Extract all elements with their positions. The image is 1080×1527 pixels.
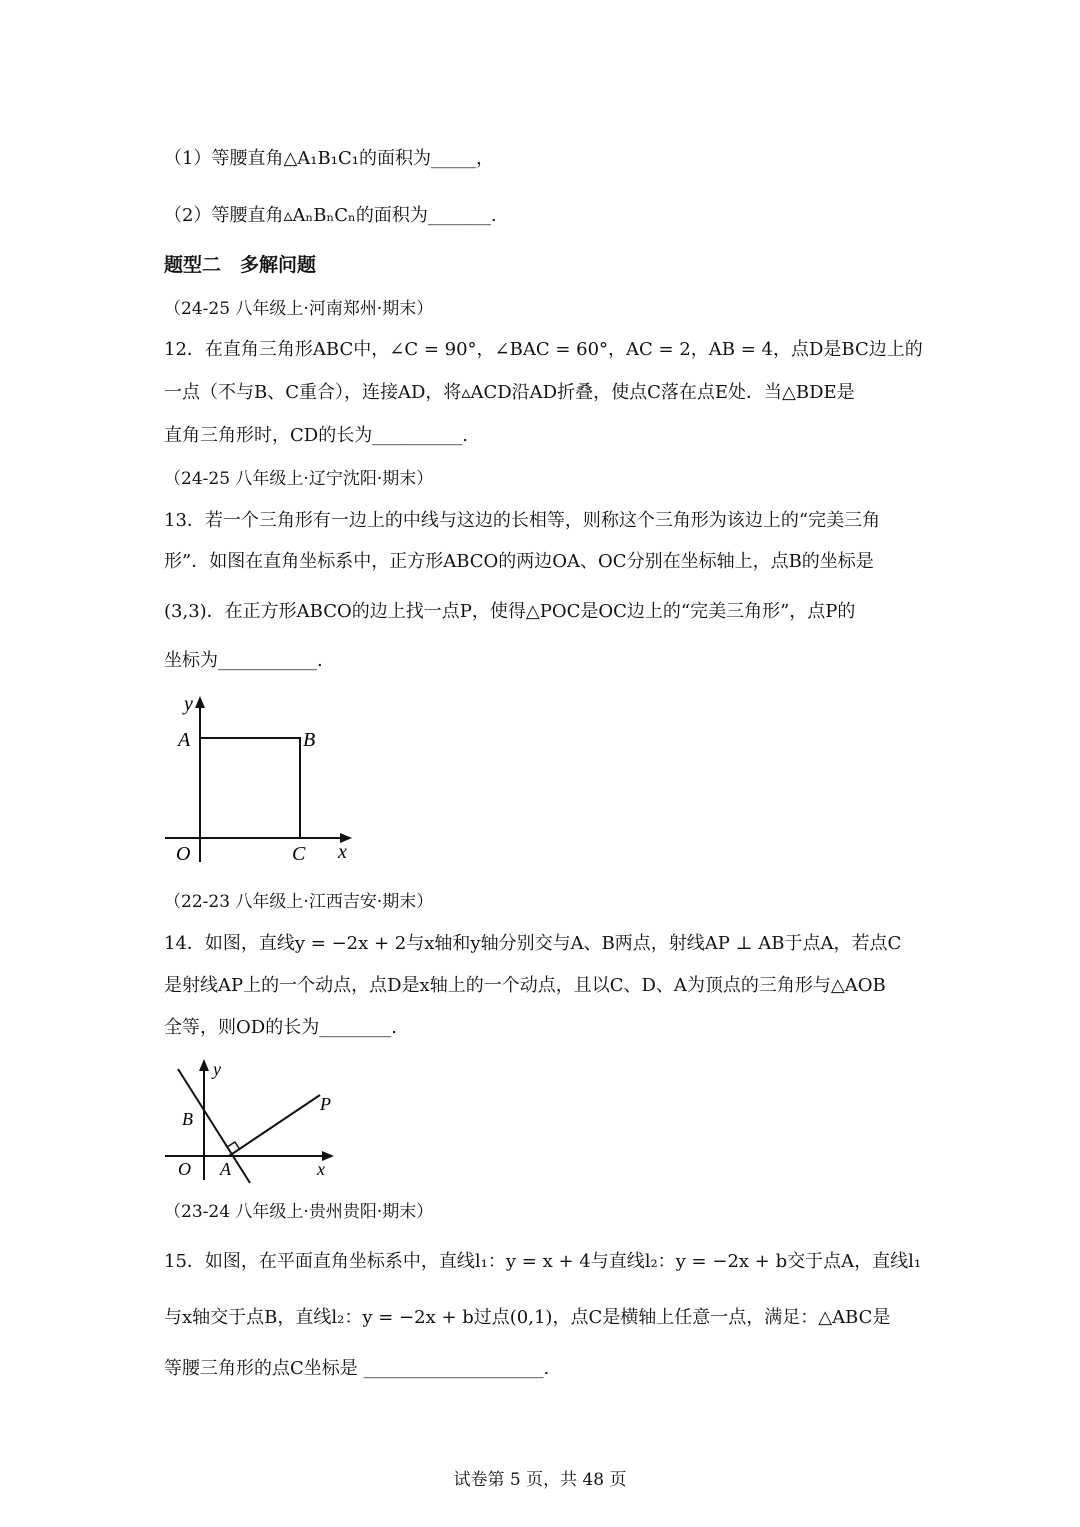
q15-line3: 等腰三角形的点C坐标是 ____________________. — [164, 1358, 550, 1379]
q14-line1: 14．如图，直线y = −2x + 2与x轴和y轴分别交与A、B两点，射线AP ⊥ AB于点A，若点C — [164, 933, 902, 954]
q13-line4: 坐标为___________. — [164, 650, 323, 671]
q12-line2: 一点（不与B、C重合），连接AD，将▵ACD沿AD折叠，使点C落在点E处．当△BDE是 — [164, 382, 855, 403]
label-x: x — [317, 1159, 325, 1179]
q12-line3: 直角三角形时，CD的长为__________. — [164, 425, 468, 446]
y-arrow — [199, 1059, 209, 1071]
label-O: O — [178, 1159, 191, 1179]
y-arrow — [195, 696, 205, 708]
q13-line1: 13．若一个三角形有一边上的中线与这边的长相等，则称这个三角形为该边上的“完美三角 — [164, 510, 881, 531]
label-y: y — [213, 1059, 221, 1079]
q15-line2: 与x轴交于点B，直线l₂：y = −2x + b过点(0,1)，点C是横轴上任意一点，满足：△ABC是 — [164, 1307, 891, 1328]
label-C: C — [292, 843, 306, 865]
page-footer: 试卷第 5 页，共 48 页 — [453, 1470, 627, 1490]
label-P: P — [320, 1094, 331, 1114]
q15-line1: 15．如图，在平面直角坐标系中，直线l₁：y = x + 4与直线l₂：y = −2x + b交于点A，直线l₁ — [164, 1251, 922, 1272]
q12-source: （24-25 八年级上·河南郑州·期末） — [164, 299, 434, 319]
q13-line3: (3,3)．在正方形ABCO的边上找一点P，使得△POC是OC边上的“完美三角形”，点P的 — [164, 601, 856, 622]
q14-line2: 是射线AP上的一个动点，点D是x轴上的一个动点，且以C、D、A为顶点的三角形与△AOB — [164, 975, 886, 996]
label-B: B — [303, 729, 316, 751]
q15-source: （23-24 八年级上·贵州贵阳·期末） — [164, 1202, 434, 1222]
label-A: A — [178, 729, 191, 751]
q14-source: （22-23 八年级上·江西吉安·期末） — [164, 892, 434, 912]
label-y: y — [184, 693, 193, 715]
q12-line1: 12．在直角三角形ABC中，∠C = 90°，∠BAC = 60°，AC = 2，AB = 4，点D是BC边上的 — [164, 339, 923, 360]
square — [200, 738, 300, 838]
ray-ap — [229, 1095, 320, 1156]
label-B: B — [182, 1109, 193, 1129]
q13-line2: 形”．如图在直角坐标系中，正方形ABCO的两边OA、OC分别在坐标轴上，点B的坐标是 — [164, 551, 874, 572]
label-x: x — [338, 841, 347, 863]
section-title: 题型二 多解问题 — [164, 254, 317, 276]
label-A: A — [220, 1159, 231, 1179]
figure-line-ray — [160, 1055, 360, 1185]
q11-part2: （2）等腰直角▵AₙBₙCₙ的面积为_______. — [164, 205, 497, 226]
label-O: O — [176, 843, 191, 865]
q14-line3: 全等，则OD的长为________. — [164, 1017, 397, 1038]
figure-square-abco — [160, 690, 360, 870]
q13-source: （24-25 八年级上·辽宁沈阳·期末） — [164, 469, 434, 489]
q11-part1: （1）等腰直角△A₁B₁C₁的面积为_____， — [164, 148, 494, 169]
